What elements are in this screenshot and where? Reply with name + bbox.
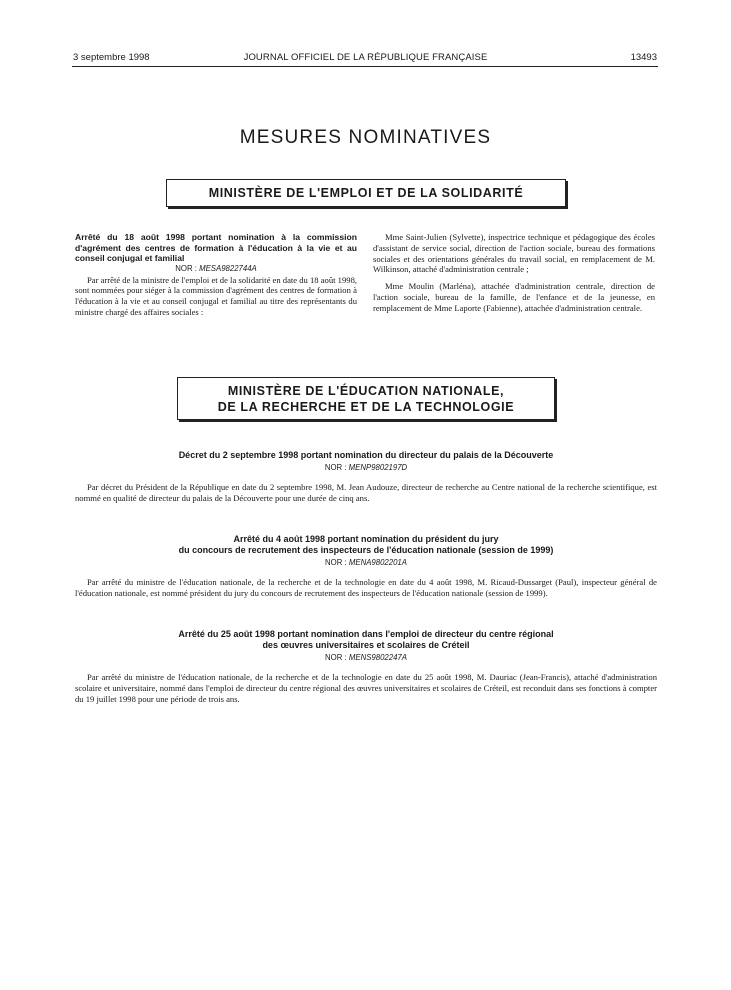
nor-label: NOR : [175, 263, 197, 273]
arrete-paragraph-2: Mme Saint-Julien (Sylvette), inspectrice technique et pédagogique des écoles d'assistant de service social, direction de l'action sociale, bureau des formations sociales et des orientations générales du travail social, en remplacement de M. Wilkinson, attaché d'administration centrale ; [373, 232, 655, 275]
arrete-paragraph-1: Par arrêté de la ministre de l'emploi et de la solidarité en date du 18 août 1998, sont nommées pour siéger à la commission d'agrément des centres de formation à l'éducation à la vie et au conseil conjugal et familial au titre des représentants du ministre chargé des affaires sociales : [75, 274, 358, 317]
nor-label: NOR : [325, 558, 347, 567]
ministry-education-heading [177, 377, 555, 420]
nor-reference [75, 558, 657, 567]
nor-reference [75, 653, 657, 662]
ministry-education-line-1: MINISTÈRE DE L'ÉDUCATION NATIONALE, [227, 383, 505, 398]
nor-code: MENA9802201A [348, 558, 407, 567]
header-rule [72, 66, 658, 67]
header-page-number: 13493 [630, 52, 657, 63]
nor-label: NOR : [324, 463, 347, 472]
right-column [373, 232, 655, 314]
page-title: MESURES NOMINATIVES [239, 127, 492, 148]
arrete-title: Arrêté du 18 août 1998 portant nomination à la commission d'agrément des centres de formation à l'éducation à la vie et au conseil conjugal et familial [75, 232, 357, 264]
decision-title [75, 450, 657, 461]
nor-code: MENP9802197D [348, 463, 408, 472]
header-journal-title: JOURNAL OFFICIEL DE LA RÉPUBLIQUE FRANÇAISE [243, 52, 488, 63]
nor-reference [75, 264, 357, 275]
nor-code: MENS9802247A [348, 653, 407, 662]
ministry-education-line-2: DE LA RECHERCHE ET DE LA TECHNOLOGIE [217, 399, 515, 414]
decision-body: Par arrêté du ministre de l'éducation nationale, de la recherche et de la technologie en date du 4 août 1998, M. Ricaud-Dussarget (Paul), inspecteur général de l'éducation nationale, est nommé président du jury du concours de recrutement des inspecteurs de l'éducation nationale (session de 1999). [75, 577, 657, 598]
decision-title [75, 534, 657, 556]
decision-title-line-1: Arrêté du 25 août 1998 portant nomination dans l'emploi de directeur du centre régional [178, 629, 554, 639]
nor-label: NOR : [325, 653, 347, 662]
nor-code: MESA9822744A [199, 263, 257, 273]
decision-block-3 [75, 629, 657, 704]
nor-reference [75, 463, 657, 472]
arrete-paragraph-3: Mme Moulin (Marléna), attachée d'administration centrale, direction de l'action sociale, bureau de la famille, de l'enfance et de la jeunesse, en remplacement de Mme Laporte (Fabienne), attachée d'administration centrale. [373, 281, 655, 313]
decision-title [75, 629, 657, 651]
decision-title-line-2: des œuvres universitaires et scolaires de Créteil [262, 640, 470, 650]
ministry-emploi-heading [166, 179, 566, 207]
header-date: 3 septembre 1998 [73, 52, 150, 63]
decision-title-line-2: du concours de recrutement des inspecteurs de l'éducation nationale (session de 1999) [178, 545, 554, 555]
decision-body: Par décret du Président de la République en date du 2 septembre 1998, M. Jean Audouze, directeur de recherche au Centre national de la recherche scientifique, est nommé en qualité de directeur du palais de la Découverte pour une durée de cinq ans. [75, 482, 657, 503]
decision-title-line-1: Décret du 2 septembre 1998 portant nomination du directeur du palais de la Découverte [178, 450, 554, 460]
decision-block-2 [75, 534, 657, 599]
left-column [75, 232, 357, 318]
decision-body: Par arrêté du ministre de l'éducation nationale, de la recherche et de la technologie en date du 25 août 1998, M. Dauriac (Jean-Francis), attaché d'administration scolaire et universitaire, nommé dans l'emploi de directeur du centre régional des œuvres universitaires et scolaires de Créteil, est reconduit dans ses fonctions à compter du 19 juillet 1998 pour une période de trois ans. [75, 672, 657, 704]
decision-title-line-1: Arrêté du 4 août 1998 portant nomination du président du jury [233, 534, 499, 544]
ministry-emploi-name: MINISTÈRE DE L'EMPLOI ET DE LA SOLIDARITÉ [208, 186, 524, 200]
decision-block-1 [75, 450, 657, 504]
